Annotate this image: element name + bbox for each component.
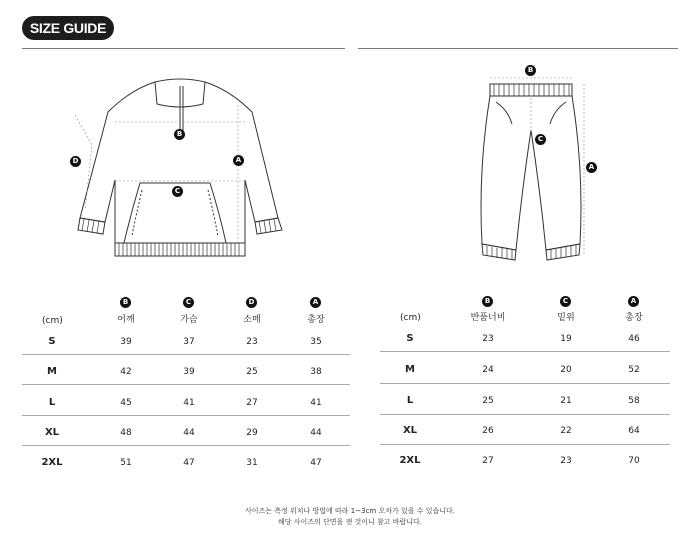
table-cell: 29 [246,428,258,438]
size-label: M [47,366,57,377]
table-cell: 26 [482,426,494,436]
size-label: S [406,333,414,344]
column-header: 소매 [243,315,261,325]
pants-marker-b: B [525,65,536,76]
table-cell: 44 [183,428,195,438]
table-cell: 45 [120,398,132,408]
table-cell: 31 [246,458,258,468]
row-divider [22,354,350,355]
row-divider [22,445,350,446]
size-label: L [48,397,56,408]
table-cell: 25 [246,367,258,377]
table-cell: 58 [628,396,640,406]
column-header: 가슴 [180,315,198,325]
table-cell: 27 [246,398,258,408]
table-cell: 38 [310,367,322,377]
column-marker: B [120,297,131,308]
table-cell: 64 [628,426,640,436]
row-divider [380,414,670,415]
column-header: 총장 [625,313,643,323]
sweatshirt-marker-a: A [233,155,244,166]
size-label: XL [44,427,60,438]
row-divider [22,415,350,416]
table-cell: 41 [310,398,322,408]
column-marker: A [628,296,639,307]
column-marker: C [560,296,571,307]
table-cell: 37 [183,337,195,347]
table-cell: 35 [310,337,322,347]
table-unit: (cm) [400,313,421,323]
sweatshirt-marker-d: D [70,156,81,167]
table-cell: 44 [310,428,322,438]
table-cell: 25 [482,396,494,406]
table-cell: 23 [560,456,572,466]
table-cell: 51 [120,458,132,468]
column-marker: B [482,296,493,307]
table-unit: (cm) [42,316,63,326]
size-label: M [405,364,415,375]
sweatshirt-marker-b: B [174,129,185,140]
pants-marker-a: A [586,162,597,173]
size-label: S [48,336,56,347]
size-label: L [406,395,414,406]
sweatshirt-marker-c: C [172,186,183,197]
table-cell: 24 [482,365,494,375]
measurement-note: 사이즈는 측정 위치나 방법에 따라 1~3cm 오차가 있을 수 있습니다. [245,507,455,515]
table-cell: 23 [246,337,258,347]
row-divider [380,383,670,384]
table-cell: 39 [183,367,195,377]
pants-marker-c: C [535,134,546,145]
table-cell: 70 [628,456,640,466]
table-cell: 42 [120,367,132,377]
table-cell: 52 [628,365,640,375]
table-cell: 20 [560,365,572,375]
table-cell: 27 [482,456,494,466]
size-guide-badge: SIZE GUIDE [22,16,114,40]
column-header: 총장 [307,315,325,325]
column-header: 반품너비 [470,313,506,323]
table-cell: 41 [183,398,195,408]
size-label: 2XL [399,455,421,466]
row-divider [380,444,670,445]
column-marker: D [246,297,257,308]
column-marker: A [310,297,321,308]
row-divider [380,351,670,352]
table-cell: 47 [183,458,195,468]
column-header: 어깨 [117,315,135,325]
measurement-note: 해당 사이즈의 단면을 잰 것이니 참고 바랍니다. [277,518,423,526]
table-cell: 39 [120,337,132,347]
column-header: 밑위 [557,313,575,323]
size-label: XL [402,425,418,436]
size-label: 2XL [41,457,63,468]
row-divider [22,384,350,385]
table-cell: 47 [310,458,322,468]
table-cell: 19 [560,334,572,344]
table-cell: 21 [560,396,572,406]
table-cell: 46 [628,334,640,344]
table-cell: 23 [482,334,494,344]
table-cell: 22 [560,426,572,436]
table-cell: 48 [120,428,132,438]
column-marker: C [183,297,194,308]
